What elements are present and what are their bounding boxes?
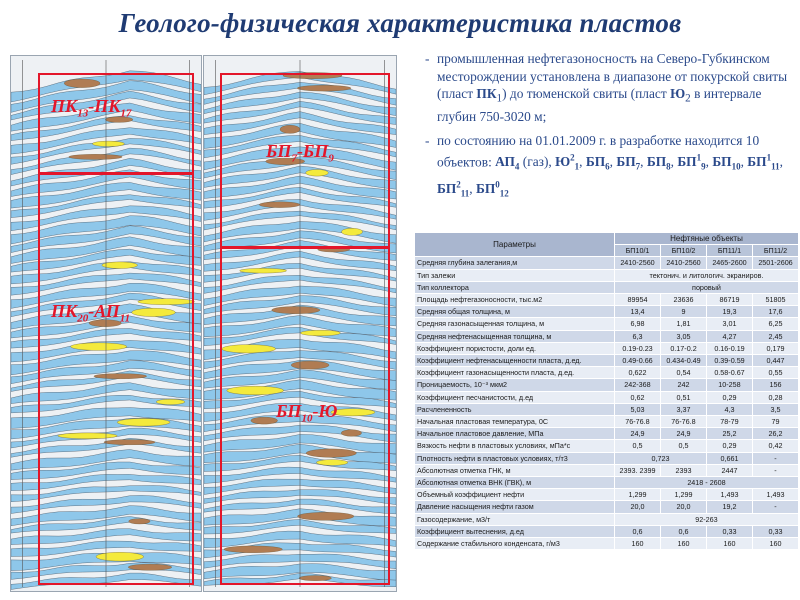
object-name: БП xyxy=(476,180,496,196)
row-name: Коэффициент газонасыщенности пласта, д.ед. xyxy=(415,367,615,379)
cell-value: 0.16-0.19 xyxy=(707,342,753,354)
row-name: Плотность нефти в пластовых условиях, т/т3 xyxy=(415,452,615,464)
bullet-text: промышленная нефтегазоносность на Северо-Губкинском месторождении установлена в диапазоне от покурской свиты (пласт xyxy=(437,51,788,102)
cell-value: 0.17-0.2 xyxy=(661,342,707,354)
cell-value: 0.58-0.67 xyxy=(707,367,753,379)
column-header: БП10/1 xyxy=(615,245,661,257)
bullet-item-1 xyxy=(425,50,797,126)
cell-value: 160 xyxy=(615,538,661,550)
zone-label-bp7-bp9: $БП_7-БП_9$ xyxy=(266,141,334,165)
cell-value: 76-76.8 xyxy=(615,416,661,428)
object-name: БП xyxy=(616,154,636,170)
row-name: Начальная пластовая температура, 0С xyxy=(415,416,615,428)
table-row xyxy=(415,355,799,367)
row-name: Тип залежи xyxy=(415,269,615,281)
table-row xyxy=(415,428,799,440)
cell-value: 242-368 xyxy=(615,379,661,391)
cell-value: 1,299 xyxy=(661,489,707,501)
cell-value: 2,45 xyxy=(753,330,799,342)
cell-value: 26,2 xyxy=(753,428,799,440)
table-row xyxy=(415,489,799,501)
cell-value: 0,179 xyxy=(753,342,799,354)
object-sup: 2 xyxy=(570,152,575,163)
table-row xyxy=(415,367,799,379)
cell-value: 1,299 xyxy=(615,489,661,501)
row-name: Абсолютная отметка ВНК (ГВК), м xyxy=(415,477,615,489)
cell-value: 24,9 xyxy=(661,428,707,440)
cell-value: 25,2 xyxy=(707,428,753,440)
row-name: Средняя глубина залегания,м xyxy=(415,257,615,269)
cell-value: 0,6 xyxy=(615,525,661,537)
cell-value: 156 xyxy=(753,379,799,391)
formation-sub: 2 xyxy=(685,92,691,105)
bullet-dash: - xyxy=(425,51,430,66)
table-row xyxy=(415,294,799,306)
cell-value: 20,0 xyxy=(661,501,707,513)
cell-value: 0.434-0.49 xyxy=(661,355,707,367)
cell-value: 0,62 xyxy=(615,391,661,403)
formation-name: Ю xyxy=(670,86,686,102)
bullet-item-2 xyxy=(425,132,797,203)
cell-value: 2447 xyxy=(707,464,753,476)
cell-value: - xyxy=(753,464,799,476)
cell-value: 0.39-0.59 xyxy=(707,355,753,367)
object-sep: (газ), xyxy=(519,154,556,170)
cell-value: 1,493 xyxy=(707,489,753,501)
row-name: Давление насыщения нефти газом xyxy=(415,501,615,513)
cell-value: 89954 xyxy=(615,294,661,306)
row-name: Объемный коэффициент нефти xyxy=(415,489,615,501)
cell-value: 2418 - 2608 xyxy=(615,477,799,489)
row-name: Коэффициент вытеснения, д.ед xyxy=(415,525,615,537)
page-title: Геолого-физическая характеристика пластов xyxy=(118,8,682,38)
table-row xyxy=(415,452,799,464)
table-row xyxy=(415,525,799,537)
object-sub: 6 xyxy=(605,161,610,172)
object-sep: , xyxy=(640,154,647,170)
row-name: Вязкость нефти в пластовых условиях, мПа*с xyxy=(415,440,615,452)
row-name: Тип коллектора xyxy=(415,281,615,293)
cell-value: 23636 xyxy=(661,294,707,306)
cell-value: 76-76.8 xyxy=(661,416,707,428)
cell-value: 2501-2606 xyxy=(753,257,799,269)
header-params: Параметры xyxy=(415,233,615,257)
cell-value: 20,0 xyxy=(615,501,661,513)
object-name: БП xyxy=(677,154,697,170)
cell-value: 19,3 xyxy=(707,306,753,318)
cell-value: 0,29 xyxy=(707,391,753,403)
zone-label-bp10-yu: $БП_{10}-Ю$ xyxy=(276,401,338,425)
cell-value: 1,493 xyxy=(753,489,799,501)
table-row xyxy=(415,464,799,476)
cell-value: 0,723 xyxy=(615,452,707,464)
cell-value: 2393. 2399 xyxy=(615,464,661,476)
object-name: АП xyxy=(495,154,515,170)
cell-value: 5,03 xyxy=(615,403,661,415)
cell-value: 6,25 xyxy=(753,318,799,330)
cell-value: 2410-2560 xyxy=(661,257,707,269)
row-name: Средняя нефтенасыщенная толщина, м xyxy=(415,330,615,342)
object-sep: , xyxy=(705,154,713,170)
row-name: Абсолютная отметка ГНК, м xyxy=(415,464,615,476)
cell-value: 0,42 xyxy=(753,440,799,452)
object-sub: 1 xyxy=(574,161,580,172)
cell-value: 0,661 xyxy=(707,452,753,464)
cell-value: 0,29 xyxy=(707,440,753,452)
table-row xyxy=(415,403,799,415)
cell-value: 242 xyxy=(661,379,707,391)
object-sup: 1 xyxy=(696,152,702,163)
cell-value: 0,51 xyxy=(661,391,707,403)
table-row xyxy=(415,257,799,269)
object-sep: , xyxy=(740,154,748,170)
cell-value: 0,33 xyxy=(707,525,753,537)
table-row xyxy=(415,342,799,354)
bullet-list xyxy=(425,50,797,209)
object-sub: 10 xyxy=(731,161,741,172)
geologic-section-left xyxy=(10,55,202,592)
cell-value: 0,447 xyxy=(753,355,799,367)
row-name: Содержание стабильного конденсата, г/м3 xyxy=(415,538,615,550)
cell-value: 0,5 xyxy=(661,440,707,452)
cell-value: 3,5 xyxy=(753,403,799,415)
object-sep: , xyxy=(469,180,476,196)
column-header: БП10/2 xyxy=(661,245,707,257)
cell-value: 9 xyxy=(661,306,707,318)
object-name: БП xyxy=(585,154,606,170)
row-name: Площадь нефтегазоносности, тыс.м2 xyxy=(415,294,615,306)
table-row xyxy=(415,318,799,330)
cell-value: 0,55 xyxy=(753,367,799,379)
bullet-text: ) до тюменской свиты (пласт xyxy=(502,86,671,102)
cell-value: 3,37 xyxy=(661,403,707,415)
table-row xyxy=(415,391,799,403)
zone-label-pk20-ap11: $ПК_{20}-АП_{11}$ xyxy=(51,301,131,325)
geologic-section-right xyxy=(203,55,397,592)
cell-value: 3,05 xyxy=(661,330,707,342)
cell-value: 78-79 xyxy=(707,416,753,428)
cell-value: 2393 xyxy=(661,464,707,476)
bullet-text: по состоянию на 01.01.2009 г. в разработке находится 10 объектов: xyxy=(437,133,760,170)
object-name: БП xyxy=(646,154,667,170)
cell-value: 17,6 xyxy=(753,306,799,318)
object-sup: 0 xyxy=(495,179,500,190)
table-row xyxy=(415,501,799,513)
bullet-dash: - xyxy=(425,133,430,149)
formation-sub: 1 xyxy=(496,92,503,105)
cell-value: - xyxy=(753,452,799,464)
row-name: Проницаемость, 10⁻³ мкм2 xyxy=(415,379,615,391)
object-sub: 4 xyxy=(514,161,520,172)
object-sub: 11 xyxy=(460,188,470,199)
bullet-text: в интервале глубин 750-3020 м; xyxy=(437,86,762,125)
object-sep: , xyxy=(670,154,678,170)
cell-value: 92-263 xyxy=(615,513,799,525)
row-name: Начальное пластовое давление, МПа xyxy=(415,428,615,440)
parameters-table xyxy=(414,232,799,550)
cell-value: тектонич. и литологич. экраниров. xyxy=(615,269,799,281)
cell-value: 0,33 xyxy=(753,525,799,537)
object-name: Ю xyxy=(555,154,571,170)
cell-value: 19,2 xyxy=(707,501,753,513)
cell-value: 0,54 xyxy=(661,367,707,379)
zone-box-pk13-pk17 xyxy=(38,73,194,174)
cell-value: 0.19-0.23 xyxy=(615,342,661,354)
formation-name: ПК xyxy=(476,86,497,102)
cell-value: 0,5 xyxy=(615,440,661,452)
object-sub: 7 xyxy=(635,161,641,172)
cell-value: 160 xyxy=(661,538,707,550)
cell-value: 6,98 xyxy=(615,318,661,330)
table-row xyxy=(415,477,799,489)
cell-value: 6,3 xyxy=(615,330,661,342)
cell-value: 1,81 xyxy=(661,318,707,330)
row-name: Коэффициент пористости, доли ед. xyxy=(415,342,615,354)
row-name: Коэффициент песчанистости, д.ед xyxy=(415,391,615,403)
table-row xyxy=(415,306,799,318)
column-header: БП11/2 xyxy=(753,245,799,257)
cell-value: 24,9 xyxy=(615,428,661,440)
cell-value: 160 xyxy=(753,538,799,550)
object-sep: , xyxy=(779,154,783,170)
cell-value: 2410-2560 xyxy=(615,257,661,269)
row-name: Расчлененность xyxy=(415,403,615,415)
object-sep: , xyxy=(579,154,586,170)
table-row xyxy=(415,281,799,293)
cell-value: 160 xyxy=(707,538,753,550)
object-sub: 11 xyxy=(771,161,780,172)
object-sub: 8 xyxy=(666,161,671,172)
zone-label-pk13-pk17: $ПК_{13}-ПК_{17}$ xyxy=(51,96,132,120)
object-sep: , xyxy=(609,154,617,170)
cell-value: 0,28 xyxy=(753,391,799,403)
cell-value: 0,622 xyxy=(615,367,661,379)
row-name: Средняя газонасыщенная толщина, м xyxy=(415,318,615,330)
object-name: БП xyxy=(437,180,457,196)
parameters-table-wrap xyxy=(414,232,798,550)
column-header: БП11/1 xyxy=(707,245,753,257)
cell-value: 3,01 xyxy=(707,318,753,330)
table-row xyxy=(415,513,799,525)
table-row xyxy=(415,440,799,452)
cell-value: 10-258 xyxy=(707,379,753,391)
row-name: Газосодержание, м3/т xyxy=(415,513,615,525)
table-row xyxy=(415,269,799,281)
table-row xyxy=(415,416,799,428)
cell-value: 13,4 xyxy=(615,306,661,318)
object-sup: 1 xyxy=(766,152,772,163)
object-name: БП xyxy=(747,154,767,170)
object-sup: 2 xyxy=(456,179,461,190)
cell-value: поровый xyxy=(615,281,799,293)
table-row xyxy=(415,330,799,342)
zone-box-pk20-ap11 xyxy=(38,173,194,585)
cell-value: 79 xyxy=(753,416,799,428)
cell-value: 4,27 xyxy=(707,330,753,342)
cell-value: 0,6 xyxy=(661,525,707,537)
object-sub: 12 xyxy=(499,188,509,199)
object-name: БП xyxy=(712,154,732,170)
cell-value: 0.49-0.66 xyxy=(615,355,661,367)
header-objects: Нефтяные объекты xyxy=(615,233,799,245)
cell-value: 2465-2600 xyxy=(707,257,753,269)
table-row xyxy=(415,538,799,550)
row-name: Коэффициент нефтенасыщенности пласта, д.ед. xyxy=(415,355,615,367)
table-row xyxy=(415,379,799,391)
object-sub: 9 xyxy=(701,161,706,172)
row-name: Средняя общая толщина, м xyxy=(415,306,615,318)
cell-value: 4,3 xyxy=(707,403,753,415)
cell-value: 51805 xyxy=(753,294,799,306)
cell-value: 86719 xyxy=(707,294,753,306)
cell-value: - xyxy=(753,501,799,513)
